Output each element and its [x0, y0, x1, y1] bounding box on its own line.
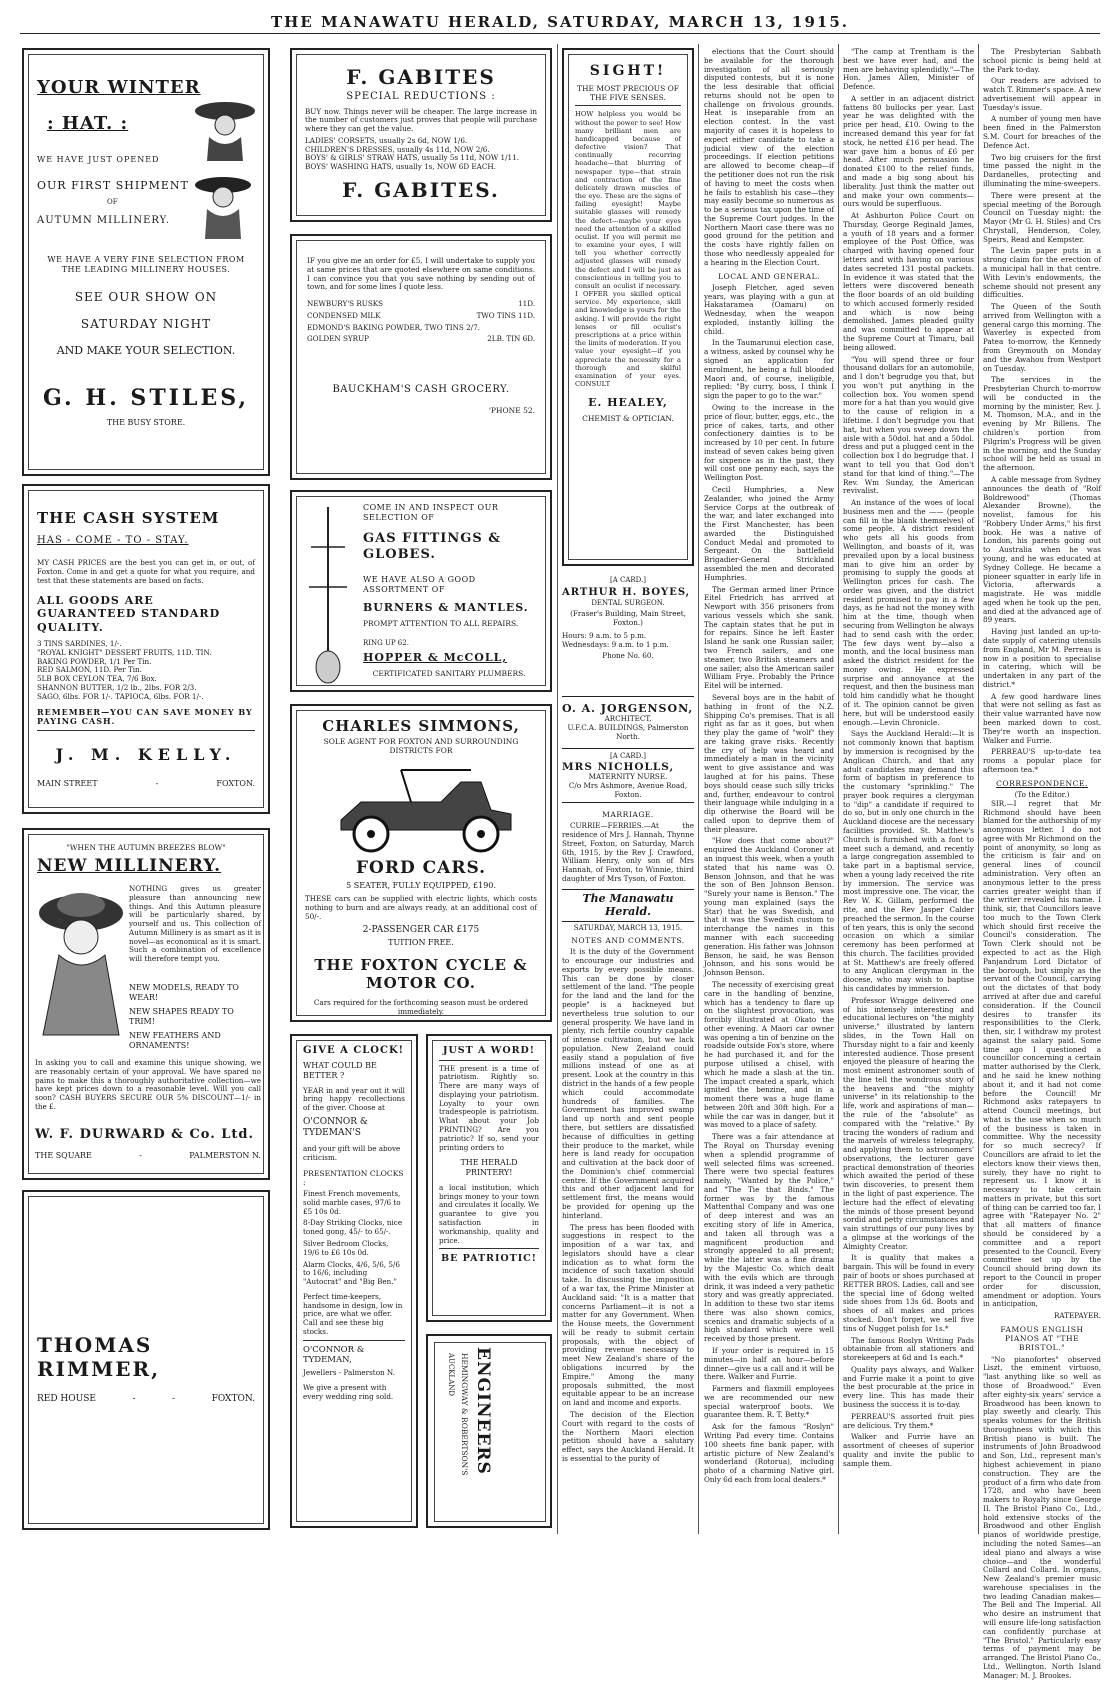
kelly-item: 3 TINS SARDINES, 1/-.: [37, 639, 122, 649]
ad-oconnor: [290, 1034, 418, 1528]
rimmer-addr: RED HOUSE: [37, 1393, 96, 1404]
kelly-town: FOXTON.: [216, 778, 255, 788]
jorgenson-title: ARCHITECT,: [604, 714, 652, 724]
car-drawing: [321, 762, 521, 856]
kelly-price-list: [37, 640, 255, 701]
jorgenson-addr: U.F.C.A. BUILDINGS, Palmerston North.: [567, 723, 689, 741]
ad-hopper: [290, 490, 552, 692]
news-paragraph: Owing to the increase in the price of flour, butter, eggs, etc., the price of cakes, tarts, and other confectionery dainties is to be increased by 10 per cent. In future instead of seven cakes being given for sixpence as in the past, they will cost one penny each, says the Wellington Post.: [704, 402, 834, 483]
kelly-item: SAGO, 6lbs. FOR 1/-. TAPIOCA, 6lbs. FOR 1/-.: [37, 691, 204, 701]
oconnor-item: Finest French movements, solid marble cases, 97/6 to £5 10s 0d.: [303, 1189, 401, 1216]
news-paragraph: Ask for the famous "Roslyn" Writing Pad every time. Contains 100 sheets fine bank paper, with artistic picture of New Zealand's wonderland (Rotorua), including photo of a charming Native girl. Only 6d each from local dealers.*: [704, 1422, 834, 1484]
news-paragraph: "How does that come about?" enquired the Auckland Coroner at an inquest this week, when a youth stated that his name was O. Benson Johnson, and that he was the son of Ben Johnson Benson. "Surely your name is Benson." The young man explained (says the Star) that he was Swedish, and that it was the Swedish custom to interchange the names in this manner with each succeeding generation. His father was Johnson Benson, he said, he was Benson Johnson, and his sons would be Johnson Benson.: [704, 836, 834, 978]
gabites-item: BOYS' & GIRLS' STRAW HATS, usually 5s 11d, NOW 1/11.: [305, 153, 519, 163]
nicholls-label: [A CARD.]: [609, 752, 646, 760]
rimmer-name: THOMAS RIMMER,: [37, 1333, 161, 1382]
local-general-heading: LOCAL AND GENERAL.: [717, 271, 821, 281]
kelly-remember: REMEMBER—YOU CAN SAVE MONEY BY PAYING CASH.: [37, 706, 253, 727]
news-paragraph: Walker and Furrie have an assortment of cheeses of superior quality and invite the public to sample them.: [843, 1432, 974, 1468]
rimmer-town: FOXTON.: [211, 1393, 255, 1404]
news-paragraph: The Queen of the South arrived from Wellington with a general cargo this morning. The Waverley is expected from Patea to-morrow, the Kennedy from Greymouth on Monday and the Awahou from Westport on Tuesday.: [983, 302, 1101, 373]
gabites-sub: SPECIAL REDUCTIONS :: [346, 91, 496, 103]
herald-masthead: The Manawatu Herald.: [562, 889, 694, 922]
engineers-firm: HEMINGWAY & ROBERTSON'S: [460, 1353, 469, 1476]
simmons-company: THE FOXTON CYCLE & MOTOR CO.: [314, 956, 528, 993]
nicholls-name: MRS NICHOLLS,: [562, 760, 675, 773]
herald-body: THE present is a time of patriotism. Rightly so. There are many ways of displaying your patriotism. Loyalty to your own tradespeople is patriotism. What about your Job PRINTING? Are you patriotic? If so, send your printing orders to: [439, 1063, 539, 1152]
notes-paragraph: The decision of the Election Court with regard to the costs of the Northern Maori election petition should have a salutary effect, says the Auckland Herald. It is essential to the purity of: [562, 1409, 694, 1463]
news-paragraph: In the Taumarunui election case, a witness, asked by counsel why he signed an application for enrolment, he being a full blooded Maori and, of course, ineligible, replied: "By curry, boss, I think I sign the paper to go to the war.": [704, 338, 834, 401]
herald-h1: JUST A WORD!: [443, 1045, 535, 1056]
piano-article: "No pianofortes" observed Liszt, the eminent virtuoso, "last anything like so well as those of Broadwood." Even after eighty-six years' service a Broadwood has been known to play sweetly and clearly. This speaks volumes for the British thoroughness with which this British piano is built. The instruments of John Broadwood and Son, Ltd., represent man's highest achievement in piano construction. They are the product of a firm who date from 1728, and who have been makers to Royalty since George II. The Bristol Piano Co., Ltd., hold extensive stocks of the Broadwood and other English pianos of worldwide prestige, including the noted Sames—an ideal piano and always a wise choice—and the wonderful Collard and Collard. In organs, New Zealand's premier music warehouse specialises in the two leading Canadian makes—The Bell and The Imperial. All who desire an instrument that will ensure life-long satisfaction can confidently purchase at "The Bristol." Particularly easy terms of payment may be arranged. The Bristol Piano Co., Ltd., Wellington. North Island Manager: M. J. Brookes.: [983, 1354, 1101, 1680]
engineers-word: ENGINEERS: [473, 1347, 493, 1475]
stiles-line: WE HAVE A VERY FINE SELECTION FROM THE LEADING MILLINERY HOUSES.: [47, 254, 245, 274]
news-paragraph: The necessity of exercising great care in the handling of benzine, which has a tendency to flare up on the slightest provocation, was forcibly illustrated at Okato the other evening. A Maori car owner was opening a tin of benzine on the roadside outside Fox's store, where he had purchased it, and for the purpose utilised a chisel, with which he made a slash at the tin. The impact created a spark, which ignited the benzine, and in a moment there was a huge flame between 20ft and 30ft high. For a while the car was in danger, but it was moved to a place of safety.: [704, 979, 834, 1130]
news-paragraph: Two big cruisers for the first time passed the night in the Dardanelles, protecting and illuminating the mine-sweepers.: [983, 152, 1101, 188]
herald-footer: BE PATRIOTIC!: [441, 1253, 537, 1265]
jorgenson-name: O. A. JORGENSON,: [562, 702, 694, 715]
herald-body2: a local institution, which brings money to your town and circulates it locally. We guarantee to give you satisfaction in workmanship, quality and price.: [439, 1182, 539, 1245]
gas-lamp-drawing: [303, 507, 353, 687]
bauckham-item: [307, 300, 535, 309]
bauckham-item-name: EDMOND'S BAKING POWDER, TWO TINS 2/7.: [307, 322, 480, 332]
news-paragraph: A settler in an adjacent district fattens 80 bullocks per year. Last year he was delighted with the price per head, £10. Owing to the increased demand this year for fat stock, he netted £16 per head. The war gave him a bonus of £6 per head. After much persuasion he donated £100 to the relief funds, and made a big song about his liberality. Just think the matter out and make your own comments—ours would be superfluous.: [843, 93, 974, 209]
news-paragraph: Farmers and flaxmill employees we are recommended our new special waterproof boots. We guarantee them. R. T. Betty.*: [704, 1384, 834, 1420]
durward-line: NEW FEATHERS AND ORNAMENTS!: [129, 1031, 221, 1050]
durward-name: W. F. DURWARD & Co. Ltd.: [35, 1127, 255, 1142]
news-paragraph: There were present at the special meeting of the Borough Council on Tuesday night: the Mayor (Mr G. H. Stiles) and Crs Chrystall, Henderson, Coley, Speirs, Read and Kempster.: [983, 190, 1101, 244]
simmons-spec: 5 SEATER, FULLY EQUIPPED, £190.: [346, 881, 496, 891]
boyes-label: [A CARD.]: [609, 576, 646, 584]
news-paragraph: An instance of the woes of local business men and the —— (people can fill in the blank themselves) of some people. A district resident who gets all his goods from Wellington, and boasts of it, was prevailed upon by a local business man to give him an order by promising to supply the goods at Wellington prices for cash. The order was given, and the district resident promised to pay in a few days, as he had not the money with him at the time, though when securing from Wellington he always had to send cash with the order. The few days went by—also a month, and the local business man asked the district resident for the money owing. He expressed surprise and annoyance at the request, and then the business man told him candidly what he thought of it. The opinion cannot be given here, but will be understood easily enough.—Levin Chronicle.: [843, 498, 974, 727]
stiles-line: AUTUMN MILLINERY.: [37, 214, 171, 226]
kelly-item: 5LB BOX CEYLON TEA, 7/6 Box.: [37, 674, 157, 684]
kelly-goods: ALL GOODS ARE GUARANTEED STANDARD QUALITY.: [37, 593, 221, 634]
oconnor-tag: We give a present with every wedding ring sold.: [303, 1383, 394, 1402]
bauckham-item-name: GOLDEN SYRUP: [307, 334, 369, 344]
oconnor-name: O'CONNOR & TYDEMAN'S: [303, 1117, 368, 1138]
hopper-line: PROMPT ATTENTION TO ALL REPAIRS.: [363, 619, 519, 628]
ad-stiles: [22, 48, 270, 476]
healey-tag: CHEMIST & OPTICIAN.: [582, 413, 674, 423]
stiles-subheading: : HAT. :: [47, 112, 129, 134]
news-paragraph: Our readers are advised to watch T. Rimmer's space. A new advertisement will appear in Tuesday's issue.: [983, 76, 1101, 112]
simmons-body: THESE cars can be supplied with electric lights, which costs nothing to burn and are always ready, at an additional cost of 50/-.: [305, 894, 537, 921]
oconnor-footer: O'CONNOR & TYDEMAN,: [303, 1344, 365, 1366]
stiles-line: SATURDAY NIGHT: [80, 316, 212, 331]
hopper-tag: CERTIFICATED SANITARY PLUMBERS.: [372, 669, 526, 678]
ad-healey: [562, 48, 694, 566]
oconnor-addr: Jewellers - Palmerston N.: [303, 1368, 396, 1378]
durward-line: NEW SHAPES READY TO TRIM!: [129, 1007, 234, 1026]
durward-illustration: [35, 885, 125, 1035]
ad-gabites: [290, 48, 552, 222]
oconnor-body: YEAR in and year out it will bring happy recollections of the giver. Choose at: [303, 1085, 405, 1113]
boyes-phone: Phone No. 60.: [602, 651, 654, 661]
ford-car-illustration: [305, 762, 537, 856]
ad-engineers: [426, 1334, 552, 1528]
stiles-tag: THE BUSY STORE.: [106, 417, 186, 427]
kelly-sub: HAS - COME - TO - STAY.: [37, 535, 189, 547]
ad-durward: "WHEN THE AUTUMN BREEZES BLOW" NEW MILLINERY. NOTHING gives us greater pleasure than announcing new things. And this Autumn pleasure will be particularly shared, by yourself and us. This collection of Autumn Millinery is as smart as it is novel—as economical as it is smart. Such a combination of excellence will therefore tempt you. NEW MODELS, READY TO WEAR! NEW SHAPES READY TO TRIM! NEW FEATHERS AND ORNAMENTS! In asking you to call and examine this unique showing, we are reasonably certain of your approval. We have spared no pains to make this a thoroughly authoritative collection—we have kept prices down to a reasonable level. Will you call soon? CASH BUYERS SECURE OUR 5% DISCOUNT—1/- in the £. W. F. DURWARD & Co. Ltd. THE SQUARE - PALMERSTON N.: [22, 828, 270, 1180]
news-paragraph: The services in the Presbyterian Church to-morrow will be conducted in the morning by the minister, Rev. J. M. Thomson, M.A., and in the evening by Mr Billens. The children's portion from Pilgrim's Progress will be given in the morning, and the Sunday school will be held as usual in the afternoon.: [983, 375, 1101, 473]
gabites-intro: BUY now. Things never will be cheaper. The large increase in the number of customers just proves that people will purchase where they can get the value.: [305, 106, 537, 134]
gas-fitting-illustration: [303, 507, 353, 687]
notes-paragraph: It is the duty of the Government to encourage our industries and exports by every possible means. This can be done by closer settlement of the land. "The people for the land and the land for the people" is a hackneyed but nevertheless true solution to our general prosperity. We have land in plenty, rich fertile country capable of intense cultivation, but we lack population. New Zealand could easily stand a population of five millions instead of one as at present. Look at the country in this district in the hands of a few people which could accommodate hundreds of families. The Government has improved swamp land up north and sent people there, but settlers are dissatisfied because of difficulties in getting their produce to the market, while here is land ready for occupation and cultivation at the back door of the Dominion's chief commercial centre. If the Government acquired this and other adjacent land for settlement first, the means would be provided for opening up the hinterland.: [562, 947, 694, 1220]
hopper-ring: RING UP 62.: [363, 639, 409, 647]
news-paragraph: Professor Wragge delivered one of his intensely interesting and educational lectures on "the mighty universe," illustrated by lantern slides, in the Town Hall on Thursday night to a fair and keenly interested audience. Those present enjoyed the pleasure of hearing the most eminent astronomer south of the line tell the wondrous story of the heavens and "the mighty universe" in its relationship to the life, work and aspirations of man—the rule of the "absolute" as compared with the "relative." By tracing the wonders of radium and the marvels of wireless telegraphy, and applying them to astronomers' observations, the lecturer gave practical demonstration of theories which awaited the period of these twin discoveries, to present them in the light of past experience. The lecture had the effect of elevating the minds of those present beyond sordid and petty circumstances and vain struttings of our puny lives by a glimpse at the workings of the Almighty Creator.: [843, 995, 974, 1251]
hat-drawing: [187, 89, 257, 249]
gabites-name: F. GABITES: [346, 65, 496, 89]
news-paragraph: The Levin paper puts in a strong claim for the erection of a municipal hall in that centre. With Levin's endowments, the scheme should not present any difficulties.: [983, 246, 1101, 300]
healey-sub: THE MOST PRECIOUS OF THE FIVE SENSES.: [577, 84, 679, 103]
durward-quote: "WHEN THE AUTUMN BREEZES BLOW": [66, 843, 226, 852]
correspondence-letter: SIR,—I regret that Mr Richmond should have been blamed for the authorship of my anonymous letter. I do not agree with Mr Richmond on the point of anonymity, so long as the criticism is fair and on general lines of council administration. Very often an anonymous letter to the press carries greater weight than if the writer revealed his name. I think, sir, that Councillors leave too much to the Town Clerk which should first receive the Council's consideration. The Town Clerk should not be expected to act as the High Panjandrum Lord Dictator of the borough, but simply as the servant of the Council, carrying out the dictates of that body arrived at after due and careful consideration. If the Council desires to transfer its responsibilities to the Clerk, then, sir, I withdraw my protest against the salary paid. Some time ago I questioned a councillor concerning a certain matter authorised by the Clerk, and he said he knew nothing about it, and it had not come before the Council! Mr Richmond asks ratepayers to attend Council meetings, but what is the use when so much of the business is taken in committee. Why the necessity for so much secrecy? If Councillors are afraid to let the electors know their views then, surely, they have no right to represent us. I know it is necessary to take certain matters in private, but this sort of thing can be carried too far. I agree with "Ratepayer No. 2" that all matters of finance should be considered by a committee and a report presented to the Council. Every committee set up by the Council should bring down its report to the Council in proper order for discussion, amendment or adoption. Yours in anticipation,: [983, 798, 1101, 1309]
news-paragraph: The famous Roslyn Writing Pads obtainable from all stationers and storekeepers at 6d and 1s each.*: [843, 1335, 974, 1363]
oconnor-body3: Perfect time-keepers, handsome in design, low in price, are what we offer. Call and see these big stocks.: [303, 1291, 403, 1336]
hopper-name: HOPPER & McCOLL,: [363, 651, 508, 664]
correspondence-signature: RATEPAYER.: [1053, 1311, 1101, 1321]
kelly-intro: MY CASH PRICES are the best you can get in, or out, of Foxton. Come in and get a quote for what you require, and test that these statements are based on facts.: [37, 558, 255, 586]
herald-date: SATURDAY, MARCH 13, 1915.: [573, 923, 683, 932]
nicholls-addr: C/o Mrs Ashmore, Avenue Road, Foxton.: [568, 781, 688, 799]
news-paragraph: "You will spend three or four thousand dollars for an automobile, and I don't begrudge you that, but you won't put anything in the collection box. You women spend more for a hat than you would give to the cause of religion in a lifetime. I don't begrudge you that hat, but when you sweep down the aisle with a 50dol. hat and a 50dol. dress and put a plugged cent in the collection box I do begrudge that. I want to tell you that God don't stand for that kind of thing."—The Rev. Wm Sunday, the American revivalist.: [843, 354, 974, 496]
engineers-addr: AUCKLAND: [447, 1353, 455, 1396]
bauckham-item-name: NEWBURY'S RUSKS: [307, 299, 384, 309]
marriage-heading: MARRIAGE.: [602, 810, 654, 819]
news-paragraph: A number of young men have been fined in the Palmerston S.M. Court for breaches of the Defence Act.: [983, 114, 1101, 150]
kelly-heading: THE CASH SYSTEM: [37, 509, 220, 527]
ad-kelly: THE CASH SYSTEM HAS - COME - TO - STAY. MY CASH PRICES are the best you can get in, or out, of Foxton. Come in and get a quote for what you require, and test that these statements are based on facts. ALL GOODS ARE GUARANTEED STANDARD QUALITY. 3 TINS SARDINES, 1/-. "ROYAL KNIGHT" DESSERT FRUITS, 11D. TIN. BAKING POWDER, 1/1 Per Tin. RED SALMON, 11D. Per Tin. 5LB BOX CEYLON TEA, 7/6 Box. SHANNON BUTTER, 1/2 lb., 2lbs. FOR 2/3. SAGO, 6lbs. FOR 1/-. TAPIOCA, 6lbs. FOR 1/-. REMEMBER—YOU CAN SAVE MONEY BY PAYING CASH. J. M. KELLY. MAIN STREET - FOXTON.: [22, 484, 270, 814]
ad-bauckham: [290, 234, 552, 480]
news-paragraph: At Ashburton Police Court on Thursday, George Reginald James, a youth of 18 years and a former employee of the Post Office, was charged with having opened four letters and with having on various dates secreted 131 postal packets. In evidence it was stated that the letters were discovered beneath the floor boards of an old building to which accused formerly resided and which is now being demolished. James pleaded guilty and was committed to appear at the Supreme Court at Timaru, bail being allowed.: [843, 211, 974, 352]
bauckham-item: [307, 324, 535, 333]
news-paragraph: "The camp at Trentham is the best we have ever had, and the men are behaving splendidly."—The Hon. James Allen, Minister of Defence.: [843, 47, 974, 92]
oconnor-h1: GIVE A CLOCK!: [303, 1045, 405, 1056]
bauckham-name: BAUCKHAM'S CASH GROCERY.: [332, 384, 510, 396]
news-paragraph: PERREAU'S assorted fruit pies are delicious. Try them.*: [843, 1411, 974, 1430]
kelly-item: "ROYAL KNIGHT" DESSERT FRUITS, 11D. TIN.: [37, 647, 212, 657]
oconnor-h2: WHAT COULD BE BETTER ?: [303, 1061, 377, 1080]
oconnor-item: Alarm Clocks, 4/6, 5/6, 5/6 to 16/6, including "Autocrat" and "Big Ben.": [303, 1259, 400, 1287]
simmons-name: CHARLES SIMMONS,: [322, 717, 520, 735]
durward-heading: NEW MILLINERY.: [37, 856, 222, 877]
kelly-item: BAKING POWDER, 1/1 Per Tin.: [37, 656, 152, 666]
bauckham-item-price: 2LB. TIN 6D.: [487, 334, 535, 344]
oconnor-h3: PRESENTATION CLOCKS :: [303, 1168, 404, 1187]
bauckham-phone: 'PHONE 52.: [488, 406, 535, 416]
gabites-item: CHILDREN'S DRESSES, usually 4s 11d, NOW 2/6.: [305, 144, 490, 154]
boyes-name: ARTHUR H. BOYES,: [562, 586, 691, 598]
durward-line: NEW MODELS, READY TO WEAR!: [129, 983, 239, 1002]
simmons-product: FORD CARS.: [355, 857, 487, 878]
news-paragraph: The Presbyterian Sabbath school picnic is being held at the Park to-day.: [983, 47, 1101, 74]
news-paragraph: Several boys are in the habit of bathing in front of the N.Z. Shipping Co's premises. That is all right as far as it goes, but when they play the game of "wolf" they are taking grave risks. Recently the cry of help was heard and immediately a man in the vicinity went to give assistance and was laughed at for his pains. These boys should cease such silly tricks and, further, endeavour to control their language while indulging in a dip otherwise the Board will be called upon to deprive them of their pleasure.: [704, 692, 834, 834]
stiles-line: WE HAVE JUST OPENED: [37, 154, 160, 164]
bauckham-item-name: CONDENSED MILK: [307, 310, 381, 320]
ad-herald-printery: [426, 1034, 552, 1322]
herald-name: THE HERALD PRINTERY!: [460, 1158, 518, 1178]
simmons-line: 2-PASSENGER CAR £175: [362, 925, 480, 936]
hopper-line: GAS FITTINGS & GLOBES.: [363, 531, 502, 562]
news-paragraph: A few good hardware lines that were not selling as fast as their value warranted have now been marked down to cost. They're worth an inspection. Walker and Furrie.: [983, 691, 1101, 745]
notes-paragraph: The press has been flooded with suggestions in respect to the imposition of a war tax, and legislators should have a clear indication as to what form the incidence of such taxation should take. In discussing the imposition of a war tax, the Prime Minister at Auckland said: "It is a matter that concerns Parliament—it is not a matter for any Government. When the House meets, the Government will be ready to submit certain proposals, with the object of providing revenue necessary to meet New Zealand's share of the obligations incurred by the Empire." Among the many proposals submitted, the most equitable appear to be an increase on land and income and exports.: [562, 1222, 694, 1408]
bauckham-item: [307, 335, 535, 344]
news-paragraph: A cable message from Sydney announces the death of "Rolf Boldrewood" (Thomas Alexander Browne), the novelist, famous for his "Robbery Under Arms," his first book. He was a native of London, his parents going out to Australia when he was young, and he was educated at Sydney College. He became a pioneer squatter in early life in Victoria, afterwards a magistrate. He was middle aged when he took up the pen, and died at the advanced age of 89 years.: [983, 474, 1101, 625]
editorial-column: [562, 806, 694, 1534]
bauckham-intro: IF you give me an order for £5, I will undertake to supply you at same prices that are quoted elsewhere on same conditions. I can convince you that you save nothing by sending out of town, and for some lines I quote less.: [307, 256, 535, 292]
kelly-item: RED SALMON, 11D. Per Tin.: [37, 665, 142, 675]
stiles-heading: YOUR WINTER: [37, 77, 201, 98]
news-paragraph: PERREAU'S up-to-date tea rooms a popular place for afternoon tea.*: [983, 747, 1101, 774]
nicholls-title: MATERNITY NURSE.: [588, 772, 668, 782]
news-column-3: [983, 47, 1101, 1680]
healey-body: HOW helpless you would be without the power to see! How many brilliant men are handicapped because of defective vision? That continually recurring headache—that blurring of newspaper type—that strain and contraction of the fine delicately drawn muscles of the eye. These are the signs of failing eyesight! Maybe suitable glasses will remedy the defect—maybe your eyes need the attention of a skilled oculist. If you will permit me to examine your eyes, I will tell you whether correctly adjusted glasses will remedy the defect and I will be just as conscientious in telling you to consult an oculist if necessary. I OFFER you skilled optical service. My experience, skill and knowledge is yours for the asking. I will provide the right lenses or fill oculist's prescriptions at a price within the limits of moderation. If you value your eyesight—if you appreciate the necessity for a thorough and skilful examination of your eyes. CONSULT: [575, 110, 681, 389]
news-column-2: [843, 48, 974, 1534]
simmons-sub: SOLE AGENT FOR FOXTON AND SURROUNDING DISTRICTS FOR: [323, 737, 519, 756]
stiles-line: OUR FIRST SHIPMENT: [37, 178, 189, 192]
bauckham-item: [307, 312, 535, 321]
news-column-1: [704, 48, 834, 1534]
news-paragraph: Having just landed an up-to-date supply of catering utensils from England, Mr M. Perreau is now in a position to specialise in catering, which will be undertaken in any part of the district.*: [983, 627, 1101, 689]
boyes-hours: Hours: 9 a.m. to 5 p.m. Wednesdays: 9 a.m. to 1 p.m.: [562, 630, 669, 649]
card-jorgenson: [562, 700, 694, 746]
lady-hat-drawing: [35, 885, 125, 1035]
stiles-name: G. H. STILES,: [43, 384, 249, 411]
hopper-line: WE HAVE ALSO A GOOD ASSORTMENT OF: [363, 575, 476, 594]
durward-town: PALMERSTON N.: [189, 1151, 261, 1160]
news-paragraph: There was a fair attendance at The Royal on Thursday evening when a splendid programme of well selected films was screened. There were two special features namely, "Wanted by the Police," and "The Tie that Binds." The former was by the famous Mattenthal Company and was one of deep interest and was an exciting story of life in America, and taken all through was a magnificent production and strongly appealed to all present; while the latter was a fine drama by the Majestic Co. which dealt with the evils which are through drink, it was indeed a very pathetic story and was greatly appreciated. In addition to these two star items there was also shown comics, scenics and dramatic subjects of a high standard which were well received by those present.: [704, 1132, 834, 1344]
oconnor-body2: and your gift will be above criticism.: [303, 1143, 401, 1162]
hopper-line: BURNERS & MANTLES.: [363, 601, 529, 614]
correspondence-to: (To the Editor.): [1014, 789, 1070, 799]
correspondence-heading: CORRESPONDENCE.: [996, 778, 1088, 788]
healey-name: E. HEALEY,: [588, 396, 668, 410]
stiles-hat-illustration: [187, 89, 257, 249]
durward-closing: In asking you to call and examine this unique showing, we are reasonably certain of your approval. We have spared no pains to make this a thoroughly authoritative collection—we have kept prices down to a reasonable level. Will you call soon? CASH BUYERS SECURE OUR 5% DISCOUNT—1/- in the £.: [35, 1058, 261, 1111]
oconnor-item: 8-Day Striking Clocks, nice toned gong, 45/- to 65/-.: [303, 1218, 403, 1237]
news-paragraph: Quality pays always, and Walker and Furrie make it a point to give the best procurable at the price in every line. This has made their business the success it is to-day.: [843, 1364, 974, 1409]
news-paragraph: elections that the Court should be available for the thorough investigation of all seriously disputed contests, but it is none the less desirable that official returns should not be open to challenge on frivolous grounds. Heat is inseparable from an election contest. In the vast majority of cases it is hopeless to expect either candidate to take a judicial view of the election proceedings. If election petitions are allowed to become cheap—if the petitioner does not run the risk of having to meet the costs when he fails to establish his case—they may easily become so numerous as to be a serious tax upon the time of the Supreme Court judges. In the Northern Maori case there was no good ground for the petition and the costs have rightly fallen on those who needlessly appealed for a hearing in the Election Court.: [704, 47, 834, 267]
boyes-title: DENTAL SURGEON.: [591, 598, 665, 607]
healey-heading: SIGHT!: [589, 63, 667, 79]
simmons-footer: Cars required for the forthcoming season must be ordered immediately.: [313, 997, 529, 1016]
bauckham-item-price: TWO TINS 11D.: [476, 310, 535, 320]
masthead: THE MANAWATU HERALD, SATURDAY, MARCH 13, 1915.: [20, 8, 1100, 34]
cards-column: [562, 576, 694, 694]
stiles-line: AND MAKE YOUR SELECTION.: [56, 343, 236, 357]
simmons-line: TUITION FREE.: [388, 938, 454, 948]
card-nicholls: [562, 752, 694, 800]
ad-rimmer: THOMAS RIMMER, RED HOUSE - - FOXTON.: [22, 1190, 270, 1530]
news-paragraph: Joseph Fletcher, aged seven years, was playing with a gun at Hakataramea (Oamaru) on Wednesday, when the weapon exploded, instantly killing the child.: [704, 282, 834, 336]
marriage-notice: CURRIE—FERRIES.—At the residence of Mrs J. Hannah, Thynne Street, Foxton, on Saturday, March 6th, 1915, by the Rev J. Crawford, William Henry, only son of Mrs Hannah, of Foxton, to Winnie, third daughter of Mrs Tyson, of Foxton.: [562, 821, 694, 883]
news-paragraph: If your order is required in 15 minutes—in half an hour—before dinner—give us a call and it will be there. Walker and Furrie.: [704, 1345, 834, 1382]
gabites-item: BOYS' WASHING HATS, usually 1s, NOW 6D EACH.: [305, 162, 496, 172]
hopper-line: COME IN AND INSPECT OUR SELECTION OF: [363, 503, 499, 522]
notes-heading: NOTES AND COMMENTS.: [571, 936, 685, 946]
stiles-line: OF: [107, 198, 118, 207]
news-paragraph: It is quality that makes a bargain. This will be found in every pair of boots or shoes purchased at RETTER BROS. Ladies, call and see the special line of 6dong welted side shoes from 13s 6d. Boots and shoes of all makes and prices stocked. Don't forget, we sell five tins of Nugget polish for 1s.*: [843, 1253, 974, 1333]
gabites-footer: F. GABITES.: [342, 178, 500, 203]
stiles-line: SEE OUR SHOW ON: [74, 290, 218, 305]
bauckham-item-price: 11D.: [518, 299, 535, 309]
kelly-addr: MAIN STREET: [37, 778, 98, 788]
bauckham-list: [307, 300, 535, 344]
news-paragraph: Says the Auckland Herald:—It is not commonly known that baptism by immersion is recognised by the Anglican Church, and that any adult candidates may demand this form of baptism in preference to the customary "sprinkling." The prayer book requires a clergyman to "dip" a candidate if required to do so, but in only one church in the Auckland diocese are the necessary facilities provided. St. Matthew's Church is furnished with a font to meet such a demand, and recently a large congregation assembled to take part in a baptismal service, when a young lady received the rite by immersion. The service was most impressive one. The vicar, the Rev W. K. Gillam, performed the rite, and the Rev Jasper Calder preached the sermon. In the course of ten years, this is only the second occasion on which a similar ceremony has been performed at this church. The facilities provided at St. Matthew's are freely offered to any Anglican clergyman in the diocese, who may wish to baptise his candidates by immersion.: [843, 729, 974, 994]
durward-addr: THE SQUARE: [35, 1151, 92, 1160]
gabites-item: LADIES' CORSETS, usually 2s 6d, NOW 1/6.: [305, 135, 468, 145]
oconnor-item: Silver Bedroom Clocks, 19/6 to £6 10s 0d.: [303, 1238, 389, 1257]
kelly-name: J. M. KELLY.: [55, 745, 237, 765]
kelly-item: SHANNON BUTTER, 1/2 lb., 2lbs. FOR 2/3.: [37, 682, 197, 692]
news-paragraph: Cecil Humphries, a New Zealander, who joined the Army Service Corps at the outbreak of the war, and later exchanged into the First Manchester, has been awarded the Distinguished Conduct Medal and promoted to Sergeant. On the battlefield Brigadier-General Strickland assembled the men and decorated Humphries.: [704, 484, 834, 582]
news-paragraph: The German armed liner Prince Eitel Friedrich has arrived at Newport with 356 prisoners from various vessels which she sank. The captain states that he put in for repairs. Since he left Easter Island he sank one Russian sailer, two French sailers, and one steamer, two British steamers and one sailer, also the American sailer William Frye. Probably the Prince Eitel will be interned.: [704, 584, 834, 691]
boyes-addr: (Fraser's Building, Main Street, Foxton.): [570, 609, 686, 628]
piano-heading: FAMOUS ENGLISH PIANOS AT "THE BRISTOL.": [1000, 1324, 1084, 1353]
durward-body: NOTHING gives us greater pleasure than announcing new things. And this Autumn pleasure will be particularly shared, by yourself and us. This collection of Autumn Millinery is as smart as it is novel—as economical as it is smart. Such a combination of excellence will therefore tempt you.: [129, 884, 261, 964]
ad-simmons: [290, 704, 552, 1022]
